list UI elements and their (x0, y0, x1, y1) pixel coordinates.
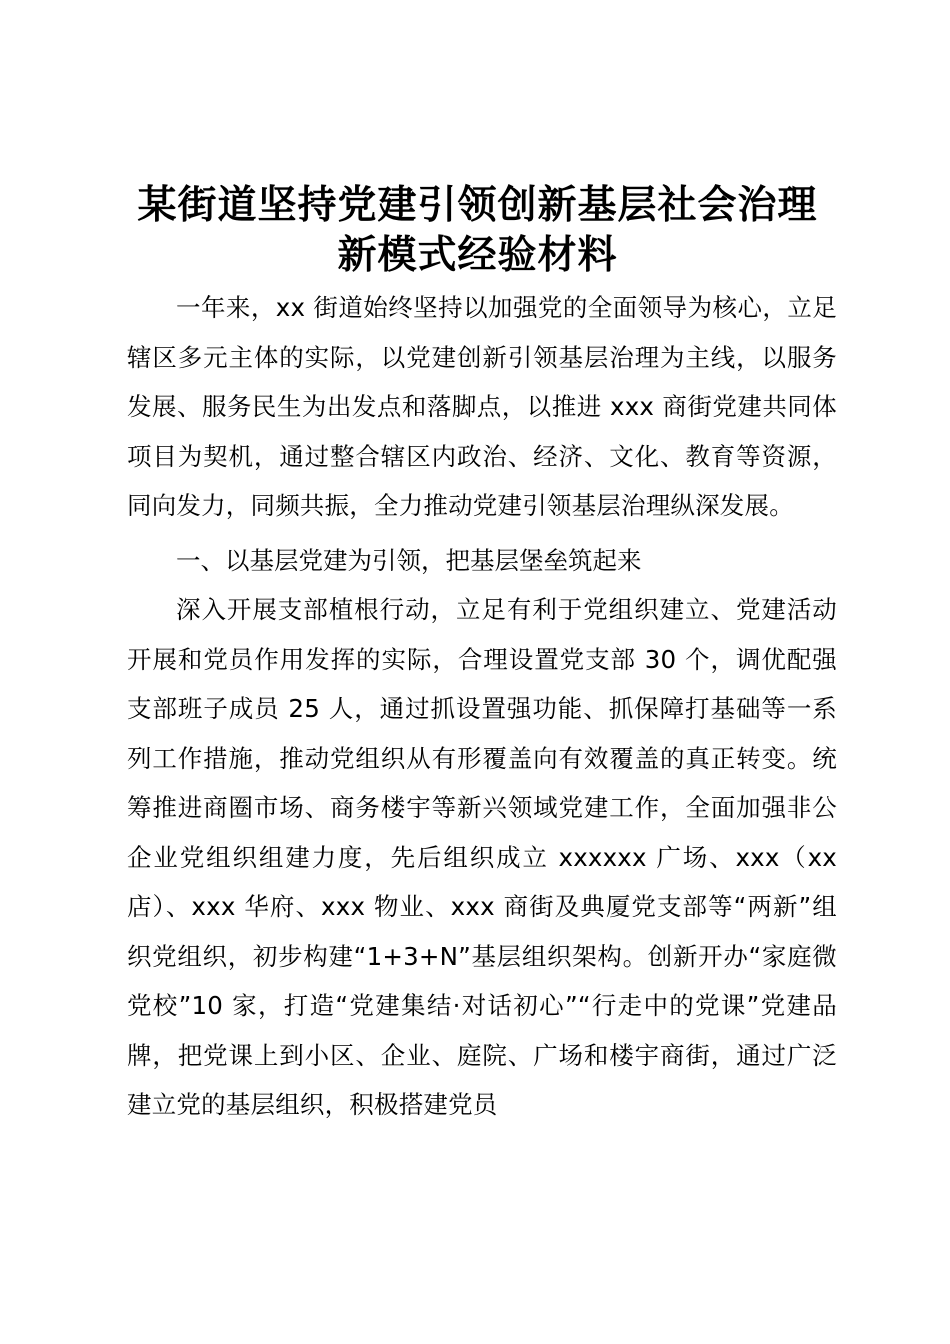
section-paragraph: 深入开展支部植根行动，立足有利于党组织建立、党建活动开展和党员作用发挥的实际，合理设置党支部 30 个，调优配强支部班子成员 25 人，通过抓设置强功能、抓保障打基础等一系列工作措施，推动党组织从有形覆盖向有效覆盖的真正转变。统筹推进商圈市场、商务楼宇等新兴领域党建工作，全面加强非公企业党组织组建力度，先后组织成立 xxxxxx 广场、xxx（xx 店）、xxx 华府、xxx 物业、xxx 商街及典厦党支部等“两新”组织党组织，初步构建“1+3+N”基层组织架构。创新开办“家庭微党校”10 家，打造“党建集结·对话初心”“行走中的党课”党建品牌，把党课上到小区、企业、庭院、广场和楼宇商街，通过广泛建立党的基层组织，积极搭建党员 (127, 595, 837, 1119)
document-body (127, 283, 837, 1130)
section-heading: 一、以基层党建为引领，把基层堡垒筑起来 (176, 545, 642, 575)
intro-paragraph: 一年来，xx 街道始终坚持以加强党的全面领导为核心，立足辖区多元主体的实际，以党建创新引领基层治理为主线，以服务发展、服务民生为出发点和落脚点，以推进 xxx 商街党建共同体项目为契机，通过整合辖区内政治、经济、文化、教育等资源，同向发力，同频共振，全力推动党建引领基层治理纵深发展。 (127, 293, 837, 520)
title-line-1: 某街道坚持党建引领创新基层社会治理 (137, 182, 818, 228)
title-line-2: 新模式经验材料 (337, 232, 618, 278)
document-title (110, 180, 845, 280)
